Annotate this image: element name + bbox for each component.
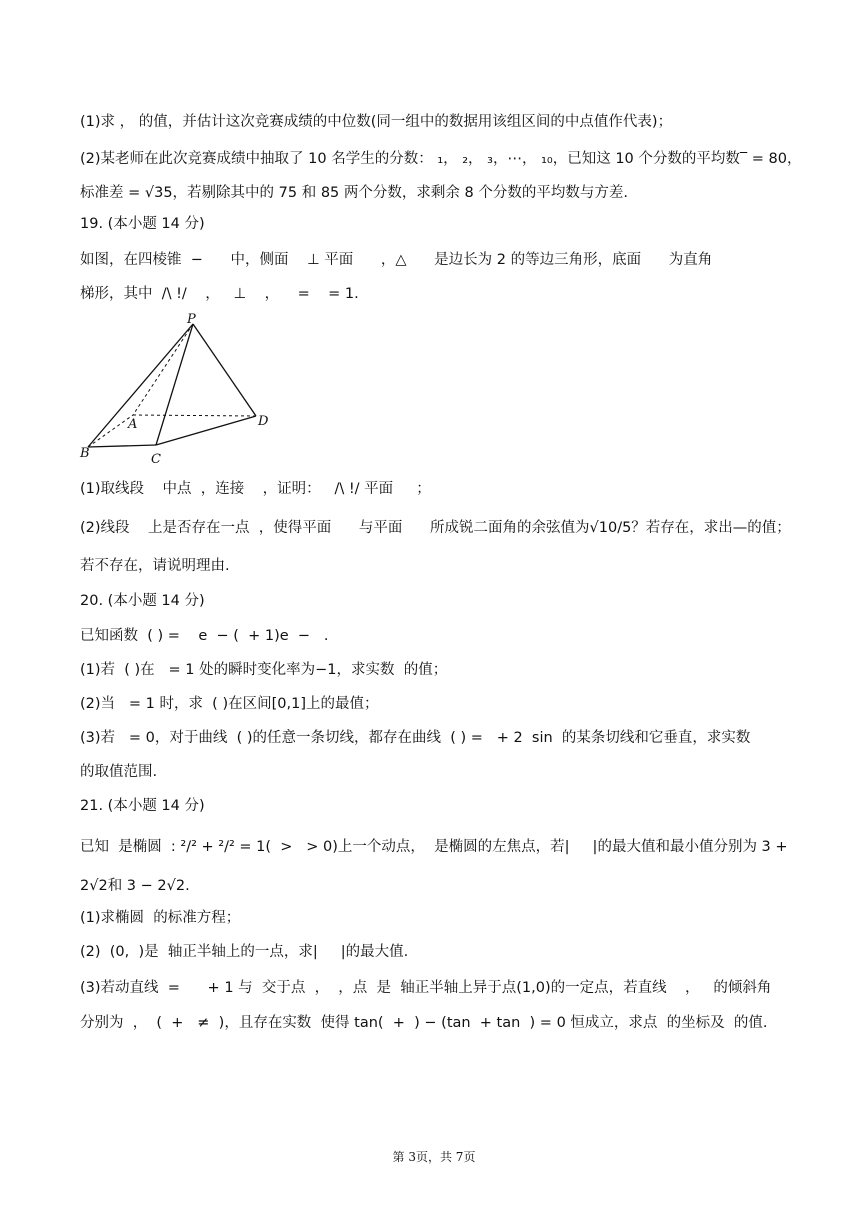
- edge-PA: [133, 324, 193, 415]
- text-line-q18-part2-cont: 标准差 = √35，若剔除其中的 75 和 85 两个分数，求剩余 8 个分数的平均数与方差.: [80, 185, 628, 201]
- text-line-q19-part1: (1)取线段 中点 ，连接 ，证明： /\ !/ 平面 ；: [80, 481, 431, 497]
- edge-PC: [156, 324, 193, 445]
- text-line-q19-stem: 如图，在四棱锥 − 中，侧面 ⊥ 平面 ，△ 是边长为 2 的等边三角形，底面 为直角: [80, 252, 713, 268]
- text-line-q21-part3-cont: 分别为 ， ( + ≠ )，且存在实数 使得 tan( + ) − (tan + tan ) = 0 恒成立，求点 的坐标及 的值.: [80, 1015, 768, 1031]
- text-line-q18-part1: (1)求 ， 的值，并估计这次竞赛成绩的中位数(同一组中的数据用该组区间的中点值作代表)；: [80, 114, 673, 130]
- text-line-q21-part1: (1)求椭圆 的标准方程；: [80, 910, 241, 926]
- vertex-label-D: D: [258, 414, 269, 429]
- pyramid-figure: [78, 312, 278, 472]
- question-20-heading: 20. (本小题 14 分): [80, 593, 205, 609]
- text-line-q19-part2: (2)线段 上是否存在一点 ，使得平面 与平面 所成锐二面角的余弦值为√10/5？若存在，求出—的值；: [80, 520, 791, 536]
- text-line-q20-part3-cont: 的取值范围.: [80, 764, 158, 780]
- text-line-q20-part3: (3)若 = 0，对于曲线 ( )的任意一条切线，都存在曲线 ( ) = + 2 sin 的某条切线和它垂直，求实数: [80, 730, 751, 746]
- question-21-heading: 21. (本小题 14 分): [80, 798, 205, 814]
- text-line-q21-stem: 已知 是椭圆 : ²/² + ²/² = 1( > > 0)上一个动点， 是椭圆的左焦点，若| |的最大值和最小值分别为 3 +: [80, 839, 788, 855]
- vertex-label-P: P: [187, 312, 196, 327]
- text-line-q19-part2-cont: 若不存在，请说明理由.: [80, 558, 230, 574]
- text-line-q20-part1: (1)若 ( )在 = 1 处的瞬时变化率为−1，求实数 的值；: [80, 662, 448, 678]
- edge-PD: [193, 324, 256, 416]
- text-line-q18-part2: (2)某老师在此次竞赛成绩中抽取了 10 名学生的分数： ₁， ₂， ₃，⋯， ₁₀，已知这 10 个分数的平均数‾ = 80，: [80, 151, 802, 167]
- text-line-q21-part2: (2) (0, )是 轴正半轴上的一点，求| |的最大值.: [80, 944, 409, 960]
- text-line-q20-part2: (2)当 = 1 时，求 ( )在区间[0,1]上的最值；: [80, 696, 379, 712]
- vertex-label-A: A: [128, 417, 138, 432]
- page-footer: 第 3页，共 7页: [392, 1150, 476, 1164]
- edge-PB: [88, 324, 193, 447]
- text-line-q21-part3: (3)若动直线 = + 1 与 交于点 ， ，点 是 轴正半轴上异于点(1,0)的一定点，若直线 ， 的倾斜角: [80, 980, 772, 996]
- edge-AD: [133, 415, 256, 416]
- text-line-q19-stem-cont: 梯形，其中 /\ !/ ， ⊥ ， = = 1.: [80, 286, 359, 302]
- vertex-label-C: C: [151, 452, 161, 467]
- pyramid-diagram: [78, 312, 278, 472]
- text-line-q20-stem: 已知函数 ( ) = e − ( + 1)e − .: [80, 628, 329, 644]
- vertex-label-B: B: [80, 446, 90, 461]
- edge-BC: [88, 445, 156, 447]
- edge-CD: [156, 416, 256, 445]
- question-19-heading: 19. (本小题 14 分): [80, 216, 205, 232]
- text-line-q21-stem-cont: 2√2和 3 − 2√2.: [80, 878, 190, 894]
